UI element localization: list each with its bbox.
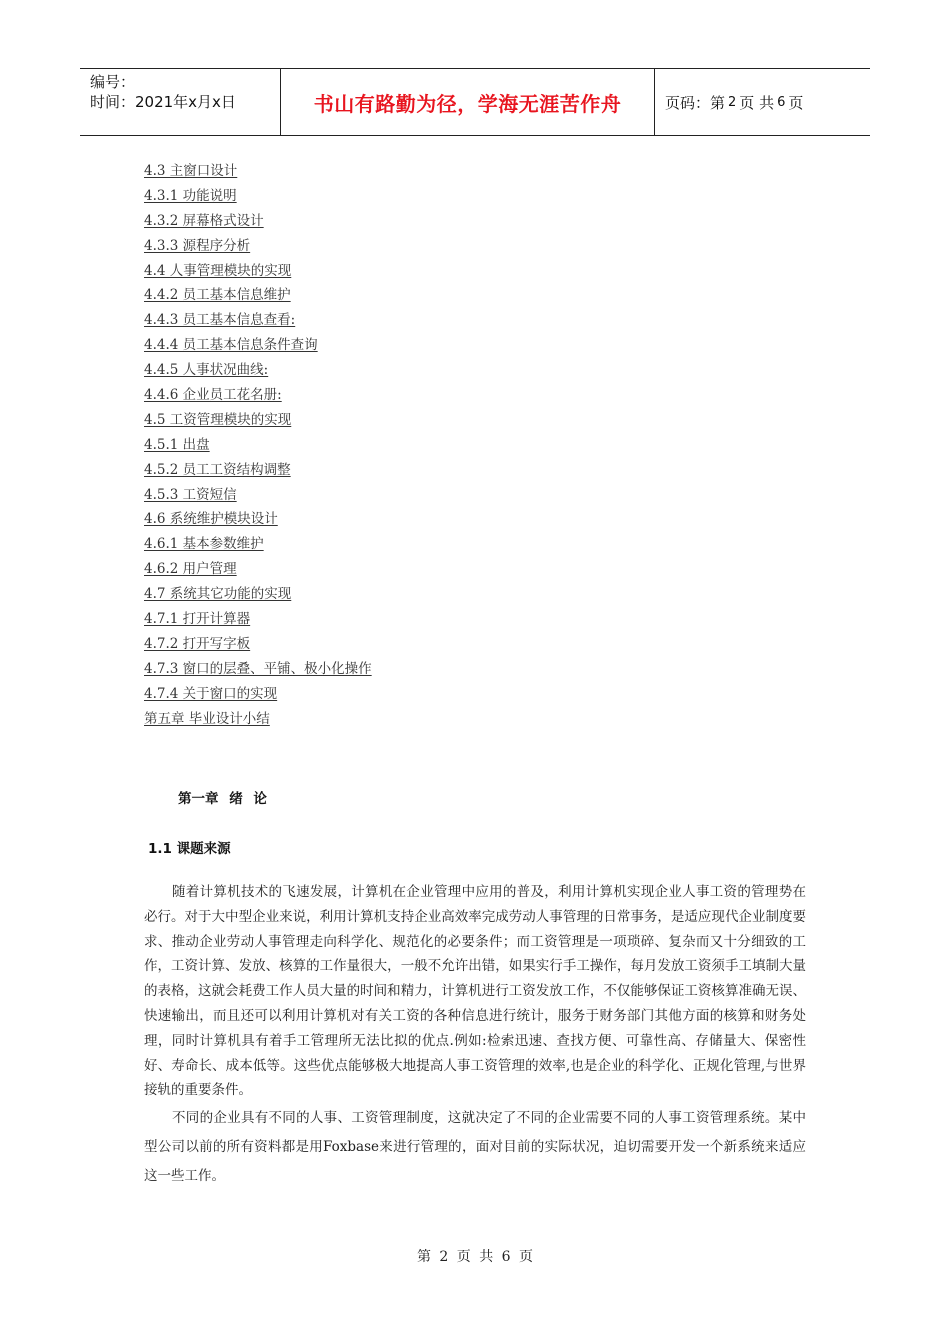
page-prefix: 页码：第 bbox=[665, 93, 726, 112]
toc-link[interactable]: 4.3.3 源程序分析 bbox=[144, 237, 251, 254]
table-of-contents bbox=[144, 161, 372, 733]
toc-item bbox=[144, 285, 372, 310]
toc-link[interactable]: 4.5 工资管理模块的实现 bbox=[144, 411, 292, 428]
page-current: 2 bbox=[728, 94, 737, 110]
toc-link[interactable]: 4.4.4 员工基本信息条件查询 bbox=[144, 337, 318, 354]
toc-link[interactable]: 4.7.2 打开写字板 bbox=[144, 635, 251, 652]
toc-link[interactable]: 4.7 系统其它功能的实现 bbox=[144, 586, 292, 603]
header-meta-cell bbox=[80, 69, 281, 135]
toc-item bbox=[144, 360, 372, 385]
toc-link[interactable]: 4.7.3 窗口的层叠、平铺、极小化操作 bbox=[144, 660, 372, 677]
toc-link[interactable]: 4.5.3 工资短信 bbox=[144, 486, 237, 503]
toc-item bbox=[144, 186, 372, 211]
toc-item bbox=[144, 684, 372, 709]
page-header bbox=[80, 68, 870, 136]
toc-item bbox=[144, 335, 372, 360]
page-footer: 第 2 页 共 6 页 bbox=[416, 1249, 534, 1265]
page-suffix: 页 bbox=[788, 93, 804, 112]
toc-link[interactable]: 4.5.2 员工工资结构调整 bbox=[144, 461, 291, 478]
toc-item bbox=[144, 435, 372, 460]
toc-item bbox=[144, 460, 372, 485]
toc-link[interactable]: 4.4 人事管理模块的实现 bbox=[144, 262, 292, 279]
toc-item bbox=[144, 385, 372, 410]
toc-link[interactable]: 4.7.1 打开计算器 bbox=[144, 611, 251, 628]
toc-item bbox=[144, 211, 372, 236]
toc-item bbox=[144, 509, 372, 534]
toc-link[interactable]: 第五章 毕业设计小结 bbox=[144, 710, 270, 727]
toc-link[interactable]: 4.3.1 功能说明 bbox=[144, 187, 237, 204]
toc-link[interactable]: 4.6 系统维护模块设计 bbox=[144, 511, 278, 528]
toc-item bbox=[144, 634, 372, 659]
toc-link[interactable]: 4.7.4 关于窗口的实现 bbox=[144, 685, 278, 702]
toc-link[interactable]: 4.6.2 用户管理 bbox=[144, 561, 237, 578]
toc-item bbox=[144, 236, 372, 261]
header-page-indicator bbox=[655, 69, 870, 135]
document-number-label: 编号： bbox=[90, 73, 136, 91]
toc-link[interactable]: 4.4.5 人事状况曲线: bbox=[144, 362, 269, 379]
toc-link[interactable]: 4.4.6 企业员工花名册: bbox=[144, 387, 282, 404]
header-motto: 书山有路勤为径，学海无涯苦作舟 bbox=[281, 69, 655, 135]
toc-link[interactable]: 4.3.2 屏幕格式设计 bbox=[144, 212, 264, 229]
toc-link[interactable]: 4.5.1 出盘 bbox=[144, 436, 210, 453]
document-time-label: 时间：2021年x月x日 bbox=[90, 93, 236, 111]
chapter-title: 第一章 绪 论 bbox=[178, 791, 267, 807]
toc-item bbox=[144, 659, 372, 684]
body-paragraph: 不同的企业具有不同的人事、工资管理制度，这就决定了不同的企业需要不同的人事工资管理系统。某中型公司以前的所有资料都是用Foxbase来进行管理的，面对目前的实际状况，迫切需要开发一个新系统来适应这一些工作。 bbox=[144, 1110, 806, 1184]
page-middle: 页 共 bbox=[739, 93, 775, 112]
toc-item bbox=[144, 161, 372, 186]
toc-link[interactable]: 4.4.2 员工基本信息维护 bbox=[144, 287, 291, 304]
toc-link[interactable]: 4.6.1 基本参数维护 bbox=[144, 536, 264, 553]
toc-item bbox=[144, 410, 372, 435]
toc-item bbox=[144, 709, 372, 734]
page-total: 6 bbox=[777, 94, 786, 110]
toc-item bbox=[144, 584, 372, 609]
section-title: 1.1 课题来源 bbox=[148, 841, 231, 857]
toc-link[interactable]: 4.4.3 员工基本信息查看: bbox=[144, 312, 296, 329]
toc-item bbox=[144, 609, 372, 634]
toc-item bbox=[144, 261, 372, 286]
toc-item bbox=[144, 485, 372, 510]
body-paragraph: 随着计算机技术的飞速发展，计算机在企业管理中应用的普及，利用计算机实现企业人事工资的管理势在必行。对于大中型企业来说，利用计算机支持企业高效率完成劳动人事管理的日常事务，是适应现代企业制度要求、推动企业劳动人事管理走向科学化、规范化的必要条件；而工资管理是一项琐碎、复杂而又十分细致的工作，工资计算、发放、核算的工作量很大，一般不允许出错，如果实行手工操作，每月发放工资须手工填制大量的表格，这就会耗费工作人员大量的时间和精力，计算机进行工资发放工作，不仅能够保证工资核算准确无误、快速输出，而且还可以利用计算机对有关工资的各种信息进行统计，服务于财务部门其他方面的核算和财务处理，同时计算机具有着手工管理所无法比拟的优点.例如:检索迅速、查找方便、可靠性高、存储量大、保密性好、寿命长、成本低等。这些优点能够极大地提高人事工资管理的效率,也是企业的科学化、正规化管理,与世界接轨的重要条件。 bbox=[144, 884, 806, 1099]
toc-item bbox=[144, 559, 372, 584]
toc-item bbox=[144, 534, 372, 559]
toc-item bbox=[144, 310, 372, 335]
toc-link[interactable]: 4.3 主窗口设计 bbox=[144, 163, 238, 179]
